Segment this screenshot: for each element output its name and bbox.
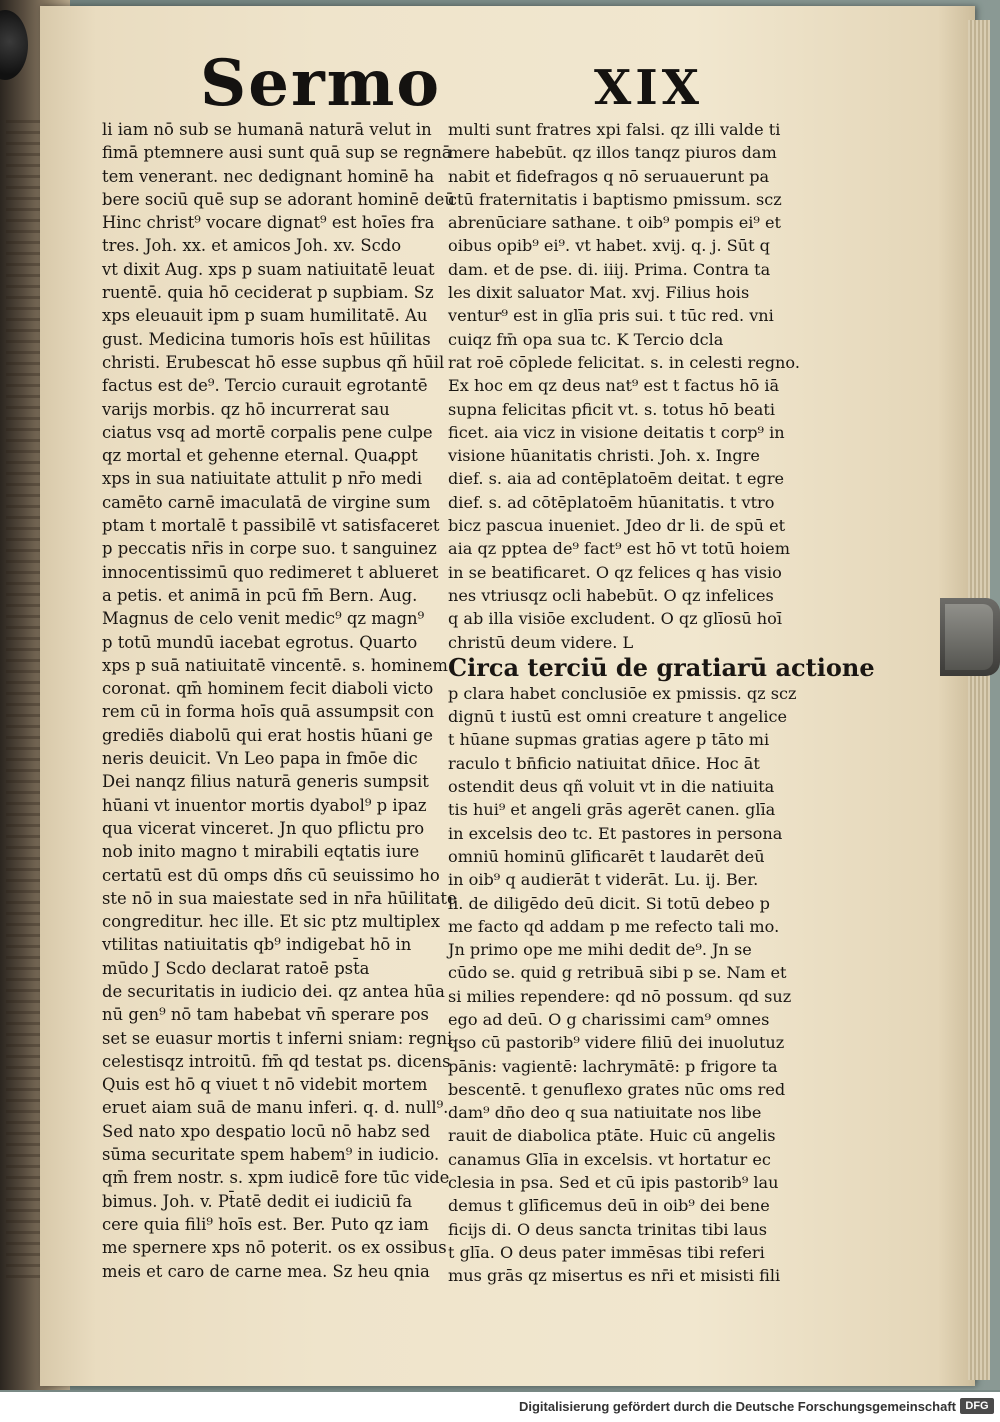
text-line: bimus. Joh. v. Pt̄atē dedit ei iudiciū fa xyxy=(102,1191,413,1211)
text-line: aia qz pptea de⁹ fact⁹ est hō vt totū hoiem xyxy=(448,539,790,559)
text-line: sūma securitate spem habem⁹ in iudicio. xyxy=(102,1145,440,1165)
text-line: cere quia fili⁹ hoīs est. Ber. Puto qz iam xyxy=(102,1214,429,1234)
text-line: Circa terciū de gratiarū actione xyxy=(448,652,875,682)
text-line: ruentē. quia hō ceciderat p supbiam. Sz xyxy=(102,283,434,303)
text-line: varijs morbis. qz hō incurrerat sau xyxy=(102,399,390,419)
text-line: ctū fraternitatis i baptismo pmissum. scz xyxy=(448,189,782,209)
text-line: nū gen⁹ nō tam habebat vn̄ sperare pos xyxy=(102,1005,429,1025)
text-line: bicz pascua inueniet. Jdeo dr li. de spū et xyxy=(448,516,786,536)
text-line: gust. Medicina tumoris hoīs est hūilitas xyxy=(102,329,431,349)
text-line: nabit et fidefragos q nō seruauerunt pa xyxy=(448,166,770,186)
text-line: ciatus vsq ad mortē corpalis pene culpe xyxy=(102,422,433,442)
text-line: fimā ptemnere ausi sunt quā sup se regnā xyxy=(102,143,452,163)
text-line: coronat. qm̄ hominem fecit diaboli victo xyxy=(102,679,434,699)
text-line: bescentē. t genuflexo grates nūc oms red xyxy=(448,1079,786,1099)
text-line: ventur⁹ est in glīa pris sui. t tūc red. vni xyxy=(448,306,774,326)
footer-strip xyxy=(0,1392,1000,1422)
text-line: abrenūciare sathane. t oib⁹ pompis ei⁹ et xyxy=(448,213,781,233)
text-line: nob inito magno t mirabili eqtatis iure xyxy=(102,842,420,862)
text-line: rem cū in forma hoīs quā assumpsit con xyxy=(102,702,435,722)
text-line: xps eleuauit ipm p suam humilitatē. Au xyxy=(102,306,428,326)
text-line: Quis est hō q viuet t nō videbit mortem xyxy=(102,1075,428,1095)
text-line: qua vicerat vinceret. Jn quo pflictu pro xyxy=(102,818,425,838)
text-line: Jn primo ope me mihi dedit de⁹. Jn se xyxy=(448,940,752,960)
text-line: p peccatis nr̄is in corpe suo. t sanguinez xyxy=(102,539,437,559)
page-edges xyxy=(968,20,990,1380)
text-line: ptam t mortalē t passibilē vt satisfaceret xyxy=(102,516,440,536)
text-line: mere habebūt. qz illos tanqz piuros dam xyxy=(448,143,777,163)
text-line: Dei nanqz filius naturā generis sumpsit xyxy=(102,772,429,792)
text-line: rat roē cōplede felicitat. s. in celesti regno. xyxy=(448,352,800,372)
text-line: meis et caro de carne mea. Sz heu qnia xyxy=(102,1261,430,1281)
text-line: les dixit saluator Mat. xvj. Filius hois xyxy=(448,283,750,303)
funding-credit: Digitalisierung gefördert durch die Deutsche Forschungsgemeinschaft xyxy=(518,1399,956,1414)
text-line: bere sociū quē sup se adorant hominē deū xyxy=(102,189,455,209)
text-line: rauit de diabolica ptāte. Huic cū angelis xyxy=(448,1126,776,1146)
text-line: demus t glīficemus deū in oib⁹ dei bene xyxy=(448,1196,770,1216)
text-line: ficijs di. O deus sancta trinitas tibi laus xyxy=(448,1219,768,1239)
text-line: a petis. et animā in pcū fm̄ Bern. Aug. xyxy=(102,585,418,605)
text-line: cūdo se. quid g retribuā sibi p se. Nam et xyxy=(448,963,787,983)
text-line: raculo t bn̄ficio natiuitat dn̄ice. Hoc āt xyxy=(448,753,760,773)
text-line: vt dixit Aug. xps p suam natiuitatē leuat xyxy=(102,259,435,279)
text-line: qso cū pastorib⁹ videre filiū dei inuolutuz xyxy=(448,1033,785,1053)
text-line: p totū mundū iacebat egrotus. Quarto xyxy=(102,632,418,652)
text-line: t hūane supmas gratias agere p tāto mi xyxy=(448,730,770,750)
text-line: li iam nō sub se humanā naturā velut in xyxy=(102,120,432,139)
text-line: set se euasur mortis t inferni sniam: regni xyxy=(102,1028,453,1048)
text-line: ostendit deus qñ voluit vt in die natiuita xyxy=(448,777,775,797)
text-line: tis hui⁹ et angeli grās agerēt canen. glīa xyxy=(448,800,776,820)
text-line: ficet. aia vicz in visione deitatis t corp⁹ in xyxy=(448,422,785,442)
text-line: dam⁹ dn̄o deo q sua natiuitate nos libe xyxy=(448,1103,762,1123)
text-line: christi. Erubescat hō esse supbus qñ hūil xyxy=(102,352,445,372)
text-line: omniū hominū glīficarēt t laudarēt deū xyxy=(448,846,765,866)
text-line: factus est de⁹. Tercio curauit egrotantē xyxy=(102,376,428,396)
text-line: congreditur. hec ille. Et sic ptz multiplex xyxy=(102,912,441,932)
text-line: q ab illa visiōe excludent. O qz glīosū hoī xyxy=(448,609,783,629)
text-line: clesia in psa. Sed et cū ipis pastorib⁹ lau xyxy=(448,1173,779,1193)
text-line: oibus opib⁹ ei⁹. vt habet. xvij. q. j. Sūt q xyxy=(448,236,770,256)
text-line: innocentissimū quo redimeret t ablueret xyxy=(102,562,439,582)
text-line: tem venerant. nec dedignant hominē ha xyxy=(102,166,435,186)
text-line: multi sunt fratres xpi falsi. qz illi valde ti xyxy=(448,120,781,139)
page-clip-highlight xyxy=(945,604,993,670)
text-line: t glīa. O deus pater immēsas tibi referi xyxy=(448,1242,765,1262)
text-line: camēto carnē imaculatā de virgine sum xyxy=(102,492,431,512)
text-line: celestisqz introitū. fm̄ qd testat ps. dicens xyxy=(102,1051,451,1071)
text-line: cuiqz fm̄ opa sua tc. K Tercio dcla xyxy=(448,329,724,349)
text-line: de securitatis in iudicio dei. qz antea hūa xyxy=(102,981,445,1001)
folio-number: XIX xyxy=(594,60,703,116)
text-line: dief. s. ad cōtēplatoēm hūanitatis. t vtro xyxy=(448,492,775,512)
text-line: xps p suā natiuitatē vincentē. s. hominem xyxy=(102,655,448,675)
text-column-left xyxy=(102,118,457,1283)
text-line: li. de diligēdo deū dicit. Si totū debeo p xyxy=(448,893,770,913)
text-line: dief. s. aia ad contēplatoēm deitat. t egre xyxy=(448,469,785,489)
text-line: qm̄ frem nostr. s. xpm iudicē fore tūc vide xyxy=(102,1168,450,1188)
text-line: pānis: vagientē: lachrymātē: p frigore ta xyxy=(448,1056,778,1076)
text-line: christū deum videre. L xyxy=(448,632,634,652)
text-line: in excelsis deo tc. Et pastores in persona xyxy=(448,823,783,843)
text-line: Hinc christ⁹ vocare dignat⁹ est hoīes fra xyxy=(102,213,435,233)
text-line: canamus Glīa in excelsis. vt hortatur ec xyxy=(448,1149,771,1169)
text-line: me spernere xps nō poterit. os ex ossibus xyxy=(102,1238,447,1258)
text-line: me facto qd addam p me refecto tali mo. xyxy=(448,916,780,936)
text-line: xps in sua natiuitate attulit p nr̄o medi xyxy=(102,469,423,489)
text-line: tres. Joh. xx. et amicos Joh. xv. Scdo xyxy=(102,236,402,256)
text-line: in se beatificaret. O qz felices q has visio xyxy=(448,562,782,582)
text-line: hūani vt inuentor mortis dyabol⁹ p ipaz xyxy=(102,795,427,815)
text-line: mus grās qz misertus es nr̄i et misisti fili xyxy=(448,1266,781,1286)
text-line: mūdo J Scdo declarat ratoē pst̄a xyxy=(102,958,370,978)
text-line: ego ad deū. O g charissimi cam⁹ omnes xyxy=(448,1009,770,1029)
text-line: neris deuicit. Vn Leo papa in fmōe dic xyxy=(102,749,418,769)
text-line: dignū t iustū est omni creature t angelice xyxy=(448,707,788,727)
text-line: si milies rependere: qd nō possum. qd suz xyxy=(448,986,792,1006)
text-line: eruet aiam suā de manu inferi. q. d. null⁹. xyxy=(102,1098,449,1118)
text-line: p clara habet conclusiōe ex pmissis. qz scz xyxy=(448,683,797,703)
text-line: ste nō in sua maiestate sed in nr̄a hūilitate xyxy=(102,888,457,908)
text-line: Magnus de celo venit medic⁹ qz magn⁹ xyxy=(102,609,425,629)
text-line: vtilitas natiuitatis qb⁹ indigebat hō in xyxy=(102,935,412,955)
dfg-logo: DFG xyxy=(960,1398,994,1414)
text-column-right xyxy=(448,118,875,1288)
text-line: in oib⁹ q audierāt t viderāt. Lu. ij. Ber. xyxy=(448,870,759,890)
text-line: visione hūanitatis christi. Joh. x. Ingre xyxy=(448,446,760,466)
text-line: qz mortal et gehenne eternal. Quaꝓpt xyxy=(102,446,418,466)
running-head: Sermo xyxy=(200,46,442,121)
text-line: grediēs diabolū qui erat hostis hūani ge xyxy=(102,725,433,745)
text-line: nes vtriusqz ocli habebūt. O qz infelices xyxy=(448,585,774,605)
text-line: certatū est dū omps dñs cū seuissimo ho xyxy=(102,865,440,885)
text-line: Sed nato xpo desꝑatio locū nō habz sed xyxy=(102,1121,431,1141)
text-line: Ex hoc em qz deus nat⁹ est t factus hō iā xyxy=(448,376,780,396)
text-line: dam. et de pse. di. iiij. Prima. Contra ta xyxy=(448,259,771,279)
text-line: supna felicitas pficit vt. s. totus hō beati xyxy=(448,399,776,419)
